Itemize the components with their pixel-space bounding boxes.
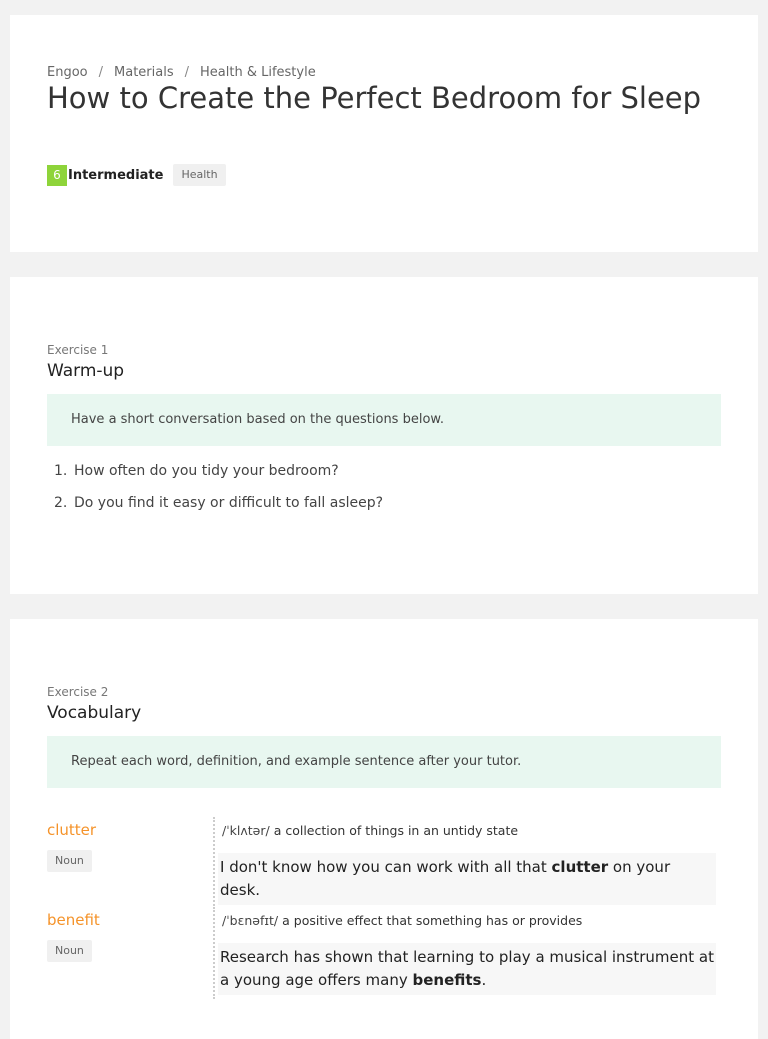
breadcrumb	[47, 65, 316, 80]
example-sentence	[218, 853, 716, 905]
lesson-meta	[47, 164, 226, 186]
page-title: How to Create the Perfect Bedroom for Sleep	[47, 81, 702, 115]
example-text: Research has shown that learning to play a musical instrument at a young age offers many	[220, 948, 714, 989]
example-text: .	[481, 971, 487, 989]
part-of-speech-tag: Noun	[47, 850, 92, 872]
list-item	[50, 463, 383, 495]
question-text: How often do you tidy your bedroom?	[74, 463, 339, 479]
breadcrumb-separator: /	[98, 65, 104, 80]
vocab-definition	[222, 913, 582, 928]
category-tag[interactable]: Health	[173, 164, 225, 186]
definition-text: a collection of things in an untidy state	[273, 823, 519, 838]
pronunciation: /ˈklʌtər/	[222, 823, 270, 838]
exercise-2-card	[10, 619, 758, 1039]
exercise-instruction: Have a short conversation based on the questions below.	[47, 394, 721, 446]
vocab-word: benefit	[47, 911, 100, 929]
exercise-number: Exercise 1	[47, 343, 109, 357]
example-text: I don't know how you can work with all that	[220, 858, 552, 876]
breadcrumb-health-lifestyle[interactable]: Health & Lifestyle	[200, 65, 316, 80]
example-keyword: benefits	[412, 971, 482, 989]
vocab-entry	[47, 821, 721, 911]
breadcrumb-materials[interactable]: Materials	[114, 65, 174, 80]
question-number: 1.	[54, 463, 68, 479]
level-label: Intermediate	[68, 167, 164, 183]
exercise-instruction: Repeat each word, definition, and example sentence after your tutor.	[47, 736, 721, 788]
lesson-header-card	[10, 15, 758, 252]
question-number: 2.	[54, 495, 68, 511]
vocab-word: clutter	[47, 821, 97, 839]
breadcrumb-separator: /	[184, 65, 189, 80]
exercise-1-card	[10, 277, 758, 594]
example-sentence	[218, 943, 716, 995]
list-item	[50, 495, 383, 527]
breadcrumb-engoo[interactable]: Engoo	[47, 65, 88, 80]
exercise-title: Warm-up	[47, 361, 125, 381]
exercise-number: Exercise 2	[47, 685, 109, 699]
vocab-entry	[47, 911, 721, 1001]
question-list	[50, 463, 383, 527]
level-number-badge: 6	[47, 165, 67, 186]
pronunciation: /ˈbɛnəfɪt/	[222, 913, 279, 928]
exercise-title: Vocabulary	[47, 703, 142, 723]
example-text: on your desk.	[220, 858, 671, 899]
vocab-divider	[213, 907, 215, 999]
question-text: Do you find it easy or difficult to fall asleep?	[74, 495, 384, 511]
vocab-divider	[213, 817, 215, 909]
vocab-definition	[222, 823, 518, 838]
part-of-speech-tag: Noun	[47, 940, 92, 962]
example-keyword: clutter	[551, 858, 609, 876]
definition-text: a positive effect that something has or provides	[282, 913, 583, 928]
